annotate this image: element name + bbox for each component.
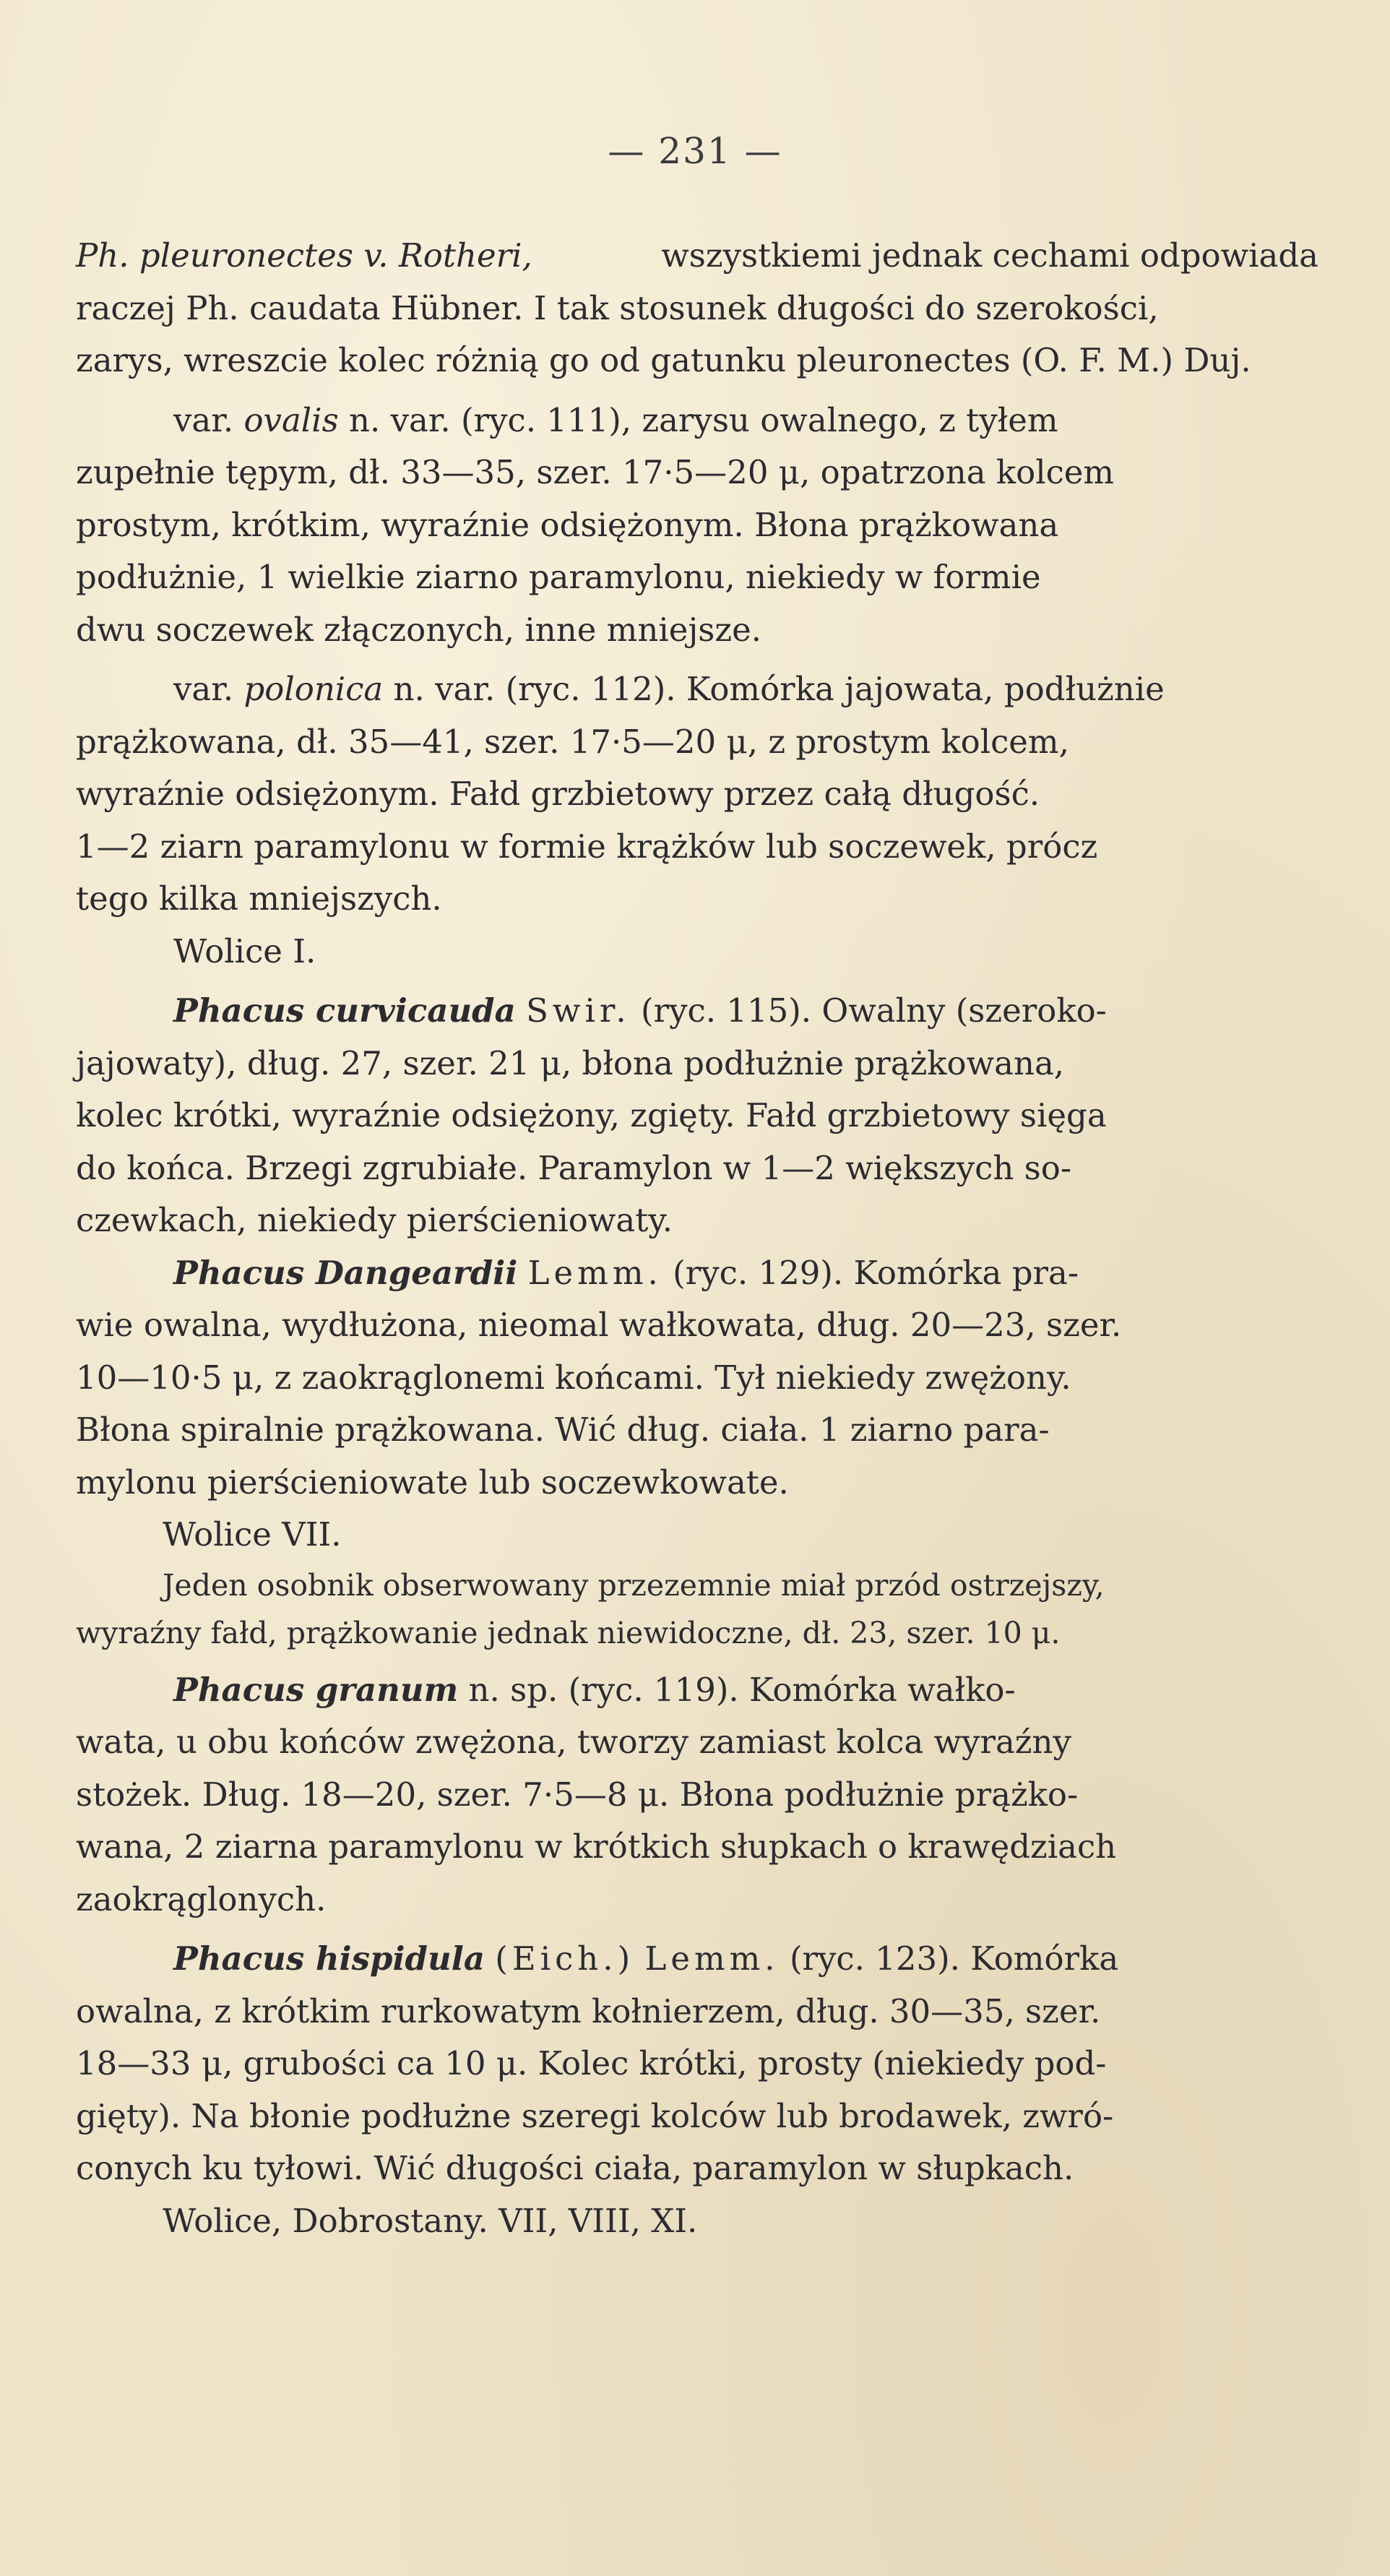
- text-line-18: do końca. Brzegi zgrubiałe. Paramylon w 1—2 większych so-: [76, 1148, 1072, 1187]
- variety-name: polonica: [243, 670, 384, 708]
- text-line-2: raczej Ph. caudata Hübner. I tak stosunek długości do szerokości,: [76, 288, 1159, 327]
- author-name: Swir.: [526, 991, 631, 1030]
- text-line-10: prążkowana, dł. 35—41, szer. 17·5—20 μ, z prostym kolcem,: [76, 722, 1069, 761]
- text-line-31: wana, 2 ziarna paramylonu w krótkich słupkach o krawędziach: [76, 1827, 1117, 1866]
- text-line-11: wyraźnie odsiężonym. Fałd grzbietowy przez całą długość.: [76, 775, 1040, 813]
- text-line-32: zaokrąglonych.: [76, 1879, 327, 1918]
- text-line-15: [76, 985, 1318, 1038]
- text-line-20: [76, 1247, 1318, 1300]
- text-fragment: var.: [173, 670, 234, 708]
- text-line-36: gięty). Na błonie podłużne szeregi kolców lub brodawek, zwró-: [76, 2096, 1114, 2135]
- text-line-4: [76, 395, 1318, 447]
- text-line-7: podłużnie, 1 wielkie ziarno paramylonu, niekiedy w formie: [76, 558, 1041, 596]
- page-number: — 231 —: [608, 130, 782, 172]
- text-line-12: 1—2 ziarn paramylonu w formie krążków lub soczewek, prócz: [76, 827, 1098, 866]
- text-line-38: Wolice, Dobrostany. VII, VIII, XI.: [163, 2201, 698, 2240]
- text-fragment: n. var. (ryc. 112). Komórka jajowata, podłużnie: [393, 670, 1165, 708]
- text-line-6: prostym, krótkim, wyraźnie odsiężonym. Błona prążkowana: [76, 505, 1059, 544]
- text-fragment: n. sp. (ryc. 119). Komórka wałko-: [468, 1670, 1016, 1709]
- text-line-3: zarys, wreszcie kolec różnią go od gatunku pleuronectes (O. F. M.) Duj.: [76, 341, 1251, 379]
- text-line-26: Jeden osobnik obserwowany przezemnie miał przód ostrzejszy,: [163, 1567, 1105, 1603]
- text-line-13: tego kilka mniejszych.: [76, 879, 442, 918]
- text-line-35: 18—33 μ, grubości ca 10 μ. Kolec krótki, prosty (niekiedy pod-: [76, 2044, 1107, 2082]
- taxon-name: Phacus curvicauda: [173, 991, 516, 1030]
- text-fragment: wszystkiemi jednak cechami odpowiada: [661, 236, 1318, 275]
- text-line-34: owalna, z krótkim rurkowatym kołnierzem, dług. 30—35, szer.: [76, 1991, 1101, 2030]
- taxon-name: Ph. pleuronectes v. Rotheri,: [76, 236, 532, 275]
- text-line-33: [76, 1933, 1318, 1986]
- variety-name: ovalis: [243, 400, 339, 439]
- taxon-name: Phacus granum: [173, 1670, 459, 1709]
- text-line-19: czewkach, niekiedy pierścieniowaty.: [76, 1201, 673, 1239]
- text-line-5: zupełnie tępym, dł. 33—35, szer. 17·5—20 μ, opatrzona kolcem: [76, 453, 1115, 491]
- text-fragment: n. var. (ryc. 111), zarysu owalnego, z tyłem: [348, 400, 1058, 439]
- taxon-name: Phacus Dangeardii: [173, 1253, 518, 1292]
- text-line-29: wata, u obu końców zwężona, tworzy zamiast kolca wyraźny: [76, 1723, 1071, 1761]
- author-name: (Eich.): [495, 1939, 635, 1978]
- text-line-24: mylonu pierścieniowate lub soczewkowate.: [76, 1463, 789, 1502]
- text-line-30: stożek. Dług. 18—20, szer. 7·5—8 μ. Błona podłużnie prążko-: [76, 1775, 1079, 1814]
- text-line-17: kolec krótki, wyraźnie odsiężony, zgięty. Fałd grzbietowy sięga: [76, 1096, 1107, 1134]
- body-text: [76, 230, 1318, 2247]
- author-name: Lemm.: [644, 1939, 780, 1978]
- text-line-22: 10—10·5 μ, z zaokrąglonemi końcami. Tył niekiedy zwężony.: [76, 1358, 1071, 1397]
- text-fragment: (ryc. 115). Owalny (szeroko-: [641, 991, 1107, 1030]
- text-line-23: Błona spiralnie prążkowana. Wić dług. ciała. 1 ziarno para-: [76, 1410, 1050, 1449]
- text-line-14: Wolice I.: [173, 931, 316, 970]
- text-line-37: conych ku tyłowi. Wić długości ciała, paramylon w słupkach.: [76, 2149, 1074, 2187]
- text-fragment: (ryc. 123). Komórka: [789, 1939, 1119, 1978]
- text-line-16: jajowaty), dług. 27, szer. 21 μ, błona podłużnie prążkowana,: [76, 1043, 1065, 1082]
- author-name: Lemm.: [527, 1253, 662, 1292]
- text-fragment: var.: [173, 400, 234, 439]
- text-fragment: (ryc. 129). Komórka pra-: [673, 1253, 1079, 1292]
- text-line-28: [76, 1664, 1318, 1717]
- text-line-27: wyraźny fałd, prążkowanie jednak niewidoczne, dł. 23, szer. 10 μ.: [76, 1615, 1061, 1650]
- taxon-name: Phacus hispidula: [173, 1939, 485, 1978]
- text-line-9: [76, 663, 1318, 716]
- text-line-21: wie owalna, wydłużona, nieomal wałkowata, dług. 20—23, szer.: [76, 1306, 1122, 1344]
- text-line-8: dwu soczewek złączonych, inne mniejsze.: [76, 610, 762, 649]
- text-line-1: [76, 230, 1318, 283]
- text-line-25: Wolice VII.: [163, 1515, 342, 1554]
